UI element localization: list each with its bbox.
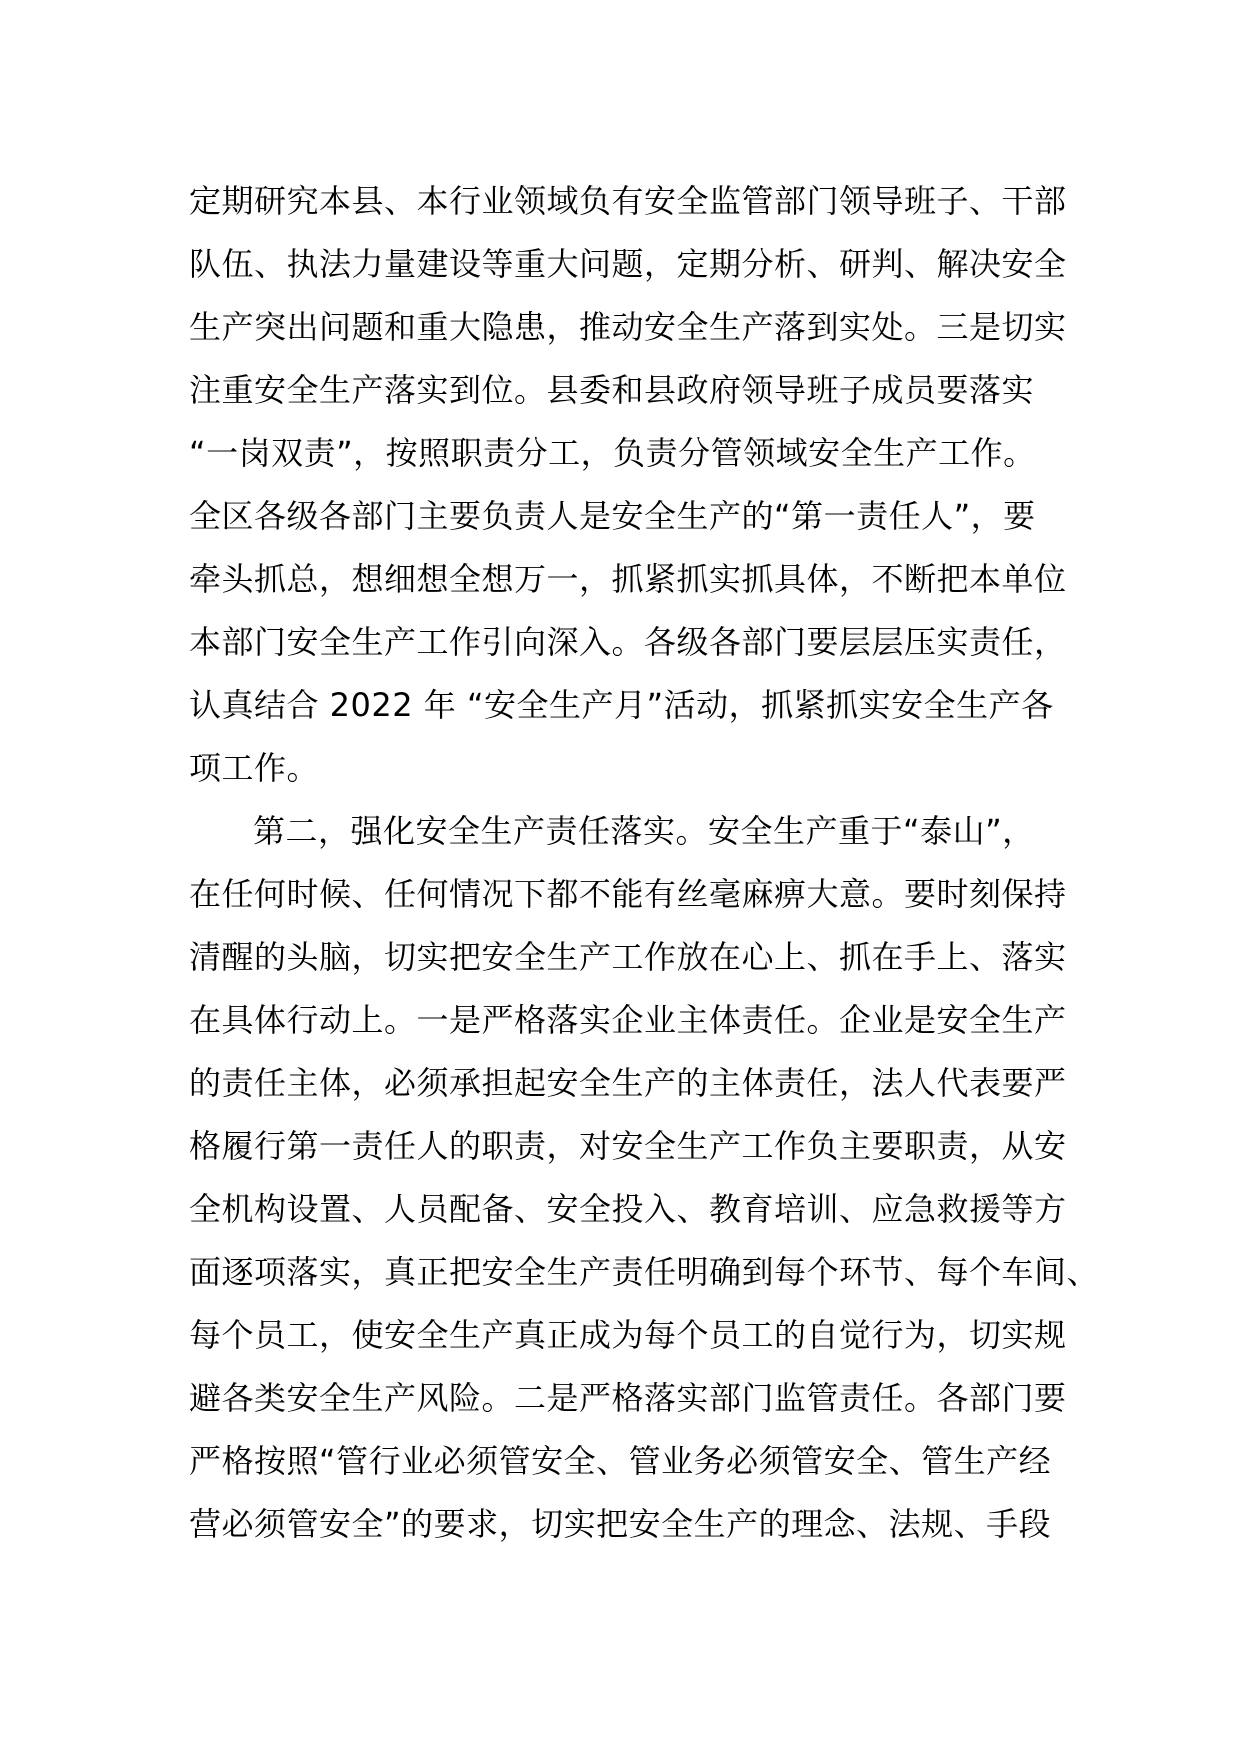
text-line: 清醒的头脑，切实把安全生产工作放在心上、抓在手上、落实 [189, 938, 1067, 976]
text-line: 认真结合 2022 年 “安全生产月”活动，抓紧抓实安全生产各 [189, 686, 1054, 724]
text-line: “一岗双责”，按照职责分工，负责分管领域安全生产工作。 [189, 434, 1036, 472]
text-line: 牵头抓总，想细想全想万一，抓紧抓实抓具体，不断把本单位 [189, 560, 1067, 598]
text-line: 营必须管安全”的要求，切实把安全生产的理念、法规、手段 [189, 1505, 1052, 1543]
paragraph-start-line: 第二，强化安全生产责任落实。安全生产重于“泰山”， [253, 812, 1035, 850]
body-text [189, 170, 1100, 1556]
text-line: 每个员工，使安全生产真正成为每个员工的自觉行为，切实规 [189, 1316, 1067, 1354]
text-line: 面逐项落实，真正把安全生产责任明确到每个环节、每个车间、 [189, 1253, 1100, 1291]
text-line: 在具体行动上。一是严格落实企业主体责任。企业是安全生产 [189, 1001, 1067, 1039]
text-line: 项工作。 [189, 749, 320, 787]
text-line: 生产突出问题和重大隐患，推动安全生产落到实处。三是切实 [189, 308, 1067, 346]
text-line: 队伍、执法力量建设等重大问题，定期分析、研判、解决安全 [189, 245, 1067, 283]
text-line: 全区各级各部门主要负责人是安全生产的“第一责任人”，要 [189, 497, 1036, 535]
text-line: 本部门安全生产工作引向深入。各级各部门要层层压实责任， [189, 623, 1067, 661]
text-line: 注重安全生产落实到位。县委和县政府领导班子成员要落实 [189, 371, 1035, 409]
text-line: 避各类安全生产风险。二是严格落实部门监管责任。各部门要 [189, 1379, 1067, 1417]
text-line: 格履行第一责任人的职责，对安全生产工作负主要职责，从安 [189, 1127, 1067, 1165]
text-line: 的责任主体，必须承担起安全生产的主体责任，法人代表要严 [189, 1064, 1067, 1102]
text-line: 严格按照“管行业必须管安全、管业务必须管安全、管生产经 [189, 1442, 1052, 1480]
text-line: 全机构设置、人员配备、安全投入、教育培训、应急救援等方 [189, 1190, 1067, 1228]
text-line: 定期研究本县、本行业领域负有安全监管部门领导班子、干部 [189, 182, 1067, 220]
text-line: 在任何时候、任何情况下都不能有丝毫麻痹大意。要时刻保持 [189, 875, 1067, 913]
